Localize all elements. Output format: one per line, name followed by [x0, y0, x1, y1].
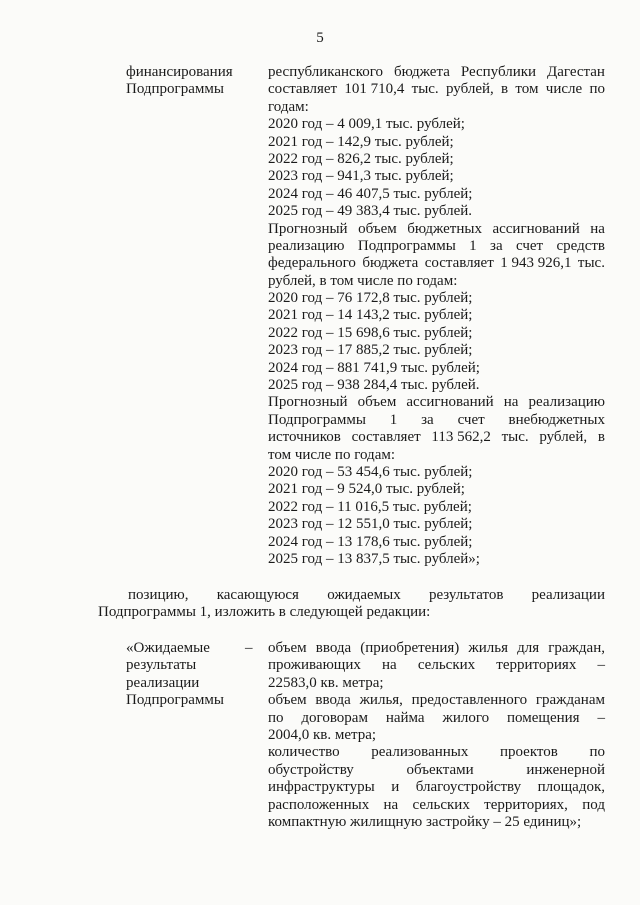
text-line	[268, 394, 605, 411]
word: гражданам	[535, 692, 605, 709]
word: касающуюся	[216, 587, 299, 603]
word: под	[582, 796, 605, 813]
label-line: реализации	[126, 674, 200, 691]
text-line: годам:	[268, 98, 309, 115]
word: количество	[268, 744, 340, 761]
word: по	[589, 744, 605, 761]
text-line: 2024 год – 46 407,5 тыс. рублей;	[268, 185, 473, 202]
word: сельских	[417, 657, 476, 674]
word: 113 562,2	[431, 429, 491, 446]
word: результатов	[428, 587, 504, 603]
text-line: компактную жилищную застройку – 25 единиц»;	[268, 813, 582, 830]
word: 101 710,4	[344, 81, 405, 98]
label-line: Подпрограммы	[126, 81, 224, 98]
text-line: рублей, в том числе по годам:	[268, 272, 458, 289]
word: республиканского	[268, 64, 383, 80]
word: объем	[357, 394, 397, 411]
word: том	[515, 81, 539, 98]
word: проектов	[499, 744, 558, 761]
word: тыс.	[411, 81, 439, 98]
text-line: 2025 год – 13 837,5 тыс. рублей»;	[268, 550, 480, 567]
text-line: 2024 год – 881 741,9 тыс. рублей;	[268, 359, 480, 376]
word: объектами	[406, 761, 474, 778]
label-line: финансирования	[126, 64, 233, 80]
text-line: 22583,0 кв. метра;	[268, 674, 384, 691]
word: Дагестан	[547, 64, 605, 80]
word: внебюджетных	[508, 411, 605, 428]
label-line: Подпрограммы	[126, 692, 224, 709]
word: ассигнований	[492, 220, 580, 237]
instruction-second-line: Подпрограммы 1, изложить в следующей редакции:	[98, 604, 431, 621]
word: составляет	[268, 81, 338, 98]
word: территориях	[496, 657, 577, 674]
word: 1	[389, 411, 398, 428]
text-line	[268, 762, 605, 779]
word: реализации	[531, 587, 605, 603]
word: составляет	[351, 429, 421, 446]
word: рублей,	[539, 429, 588, 446]
text-line	[268, 692, 605, 709]
text-line	[268, 64, 605, 81]
text-line: 2020 год – 4 009,1 тыс. рублей;	[268, 116, 465, 133]
instruction-paragraph	[98, 587, 605, 622]
word: 1 943 926,1	[500, 255, 572, 272]
text-line	[268, 710, 605, 727]
word: составляет	[424, 255, 494, 272]
word: инфраструктуры	[268, 779, 375, 796]
word: ассигнований	[406, 394, 494, 411]
word: объем	[268, 640, 307, 656]
text-line	[268, 744, 605, 761]
page-number: 5	[316, 30, 324, 46]
text-line: 2022 год – 15 698,6 тыс. рублей;	[268, 324, 473, 341]
financing-content	[268, 64, 605, 568]
word: жилья	[468, 640, 509, 656]
word: тыс.	[577, 255, 605, 272]
word: федерального	[268, 255, 356, 272]
text-line	[268, 657, 605, 674]
word: на	[383, 796, 399, 813]
text-line: 2021 год – 142,9 тыс. рублей;	[268, 133, 454, 150]
text-line	[268, 412, 605, 429]
word: жилья,	[359, 692, 403, 709]
word: для	[517, 640, 540, 656]
word: рублей,	[445, 81, 494, 98]
word: средств	[556, 237, 605, 254]
word: числе	[545, 81, 583, 98]
word: ввода	[315, 640, 352, 656]
text-line: 2022 год – 826,2 тыс. рублей;	[268, 150, 454, 167]
word: источников	[268, 429, 341, 446]
word: жилого	[442, 709, 490, 726]
label-line: «Ожидаемые	[126, 640, 210, 656]
text-line: 2025 год – 938 284,4 тыс. рублей.	[268, 377, 480, 394]
word: найма	[385, 709, 425, 726]
word: позицию,	[128, 587, 189, 603]
word: объем	[268, 692, 307, 709]
text-line	[268, 779, 605, 796]
text-line	[268, 81, 605, 98]
word: помещения	[507, 709, 580, 726]
word: Подпрограммы	[268, 411, 366, 428]
word: инженерной	[526, 761, 605, 778]
text-line: том числе по годам:	[268, 446, 396, 463]
text-line: 2024 год – 13 178,6 тыс. рублей;	[268, 533, 473, 550]
text-line: 2021 год – 14 143,2 тыс. рублей;	[268, 307, 473, 324]
word: и	[391, 779, 400, 796]
word: 1	[469, 237, 477, 254]
text-line: 2023 год – 17 885,2 тыс. рублей;	[268, 342, 473, 359]
word: в	[501, 81, 509, 98]
word: Республики	[460, 64, 537, 80]
word: реализацию	[268, 237, 345, 254]
word: предоставленного	[411, 692, 528, 709]
text-line	[268, 221, 605, 238]
word: –	[597, 709, 605, 726]
word: тыс.	[501, 429, 529, 446]
word: территориях,	[484, 796, 568, 813]
word: бюджета	[393, 64, 450, 80]
word: Прогнозный	[268, 220, 348, 237]
results-label	[126, 640, 246, 710]
word: объем	[358, 220, 397, 237]
word: на	[382, 657, 397, 674]
results-dash: –	[245, 640, 253, 656]
word: Прогнозный	[268, 394, 348, 411]
text-line: 2020 год – 76 172,8 тыс. рублей;	[268, 290, 473, 307]
text-line	[268, 429, 605, 446]
financing-label	[126, 64, 246, 99]
word: ввода	[315, 692, 351, 709]
word: за	[490, 237, 503, 254]
word: площадок,	[537, 779, 605, 796]
word: по	[589, 81, 605, 98]
word: граждан,	[548, 640, 605, 656]
word: обустройству	[268, 761, 354, 778]
word: ожидаемых	[327, 587, 401, 603]
word: благоустройству	[415, 779, 522, 796]
word: по	[268, 709, 284, 726]
results-content	[268, 640, 605, 831]
word: в	[597, 429, 605, 446]
text-line: 2023 год – 12 551,0 тыс. рублей;	[268, 516, 473, 533]
word: бюджетных	[407, 220, 482, 237]
text-line: 2025 год – 49 383,4 тыс. рублей.	[268, 203, 473, 220]
word: сельских	[412, 796, 470, 813]
instruction-first-line	[128, 587, 605, 604]
text-line: 2023 год – 941,3 тыс. рублей;	[268, 168, 454, 185]
word: договорам	[301, 709, 368, 726]
word: проживающих	[268, 657, 361, 674]
word: реализованных	[371, 744, 469, 761]
text-line: 2022 год – 11 016,5 тыс. рублей;	[268, 498, 472, 515]
text-line: 2021 год – 9 524,0 тыс. рублей;	[268, 481, 465, 498]
word: на	[590, 220, 605, 237]
text-line: 2020 год – 53 454,6 тыс. рублей;	[268, 463, 473, 480]
word: счет	[457, 411, 485, 428]
word: за	[421, 411, 434, 428]
word: бюджета	[362, 255, 419, 272]
text-line: 2004,0 кв. метра;	[268, 726, 377, 743]
text-line	[268, 640, 605, 657]
label-line: результаты	[126, 657, 197, 674]
text-line	[268, 255, 605, 272]
word: счет	[515, 237, 544, 254]
word: на	[503, 394, 519, 411]
text-line	[268, 238, 605, 255]
word: реализацию	[528, 394, 605, 411]
word: Подпрограммы	[357, 237, 456, 254]
word: –	[597, 657, 605, 674]
word: расположенных	[268, 796, 370, 813]
text-line	[268, 797, 605, 814]
word: (приобретения)	[360, 640, 460, 656]
